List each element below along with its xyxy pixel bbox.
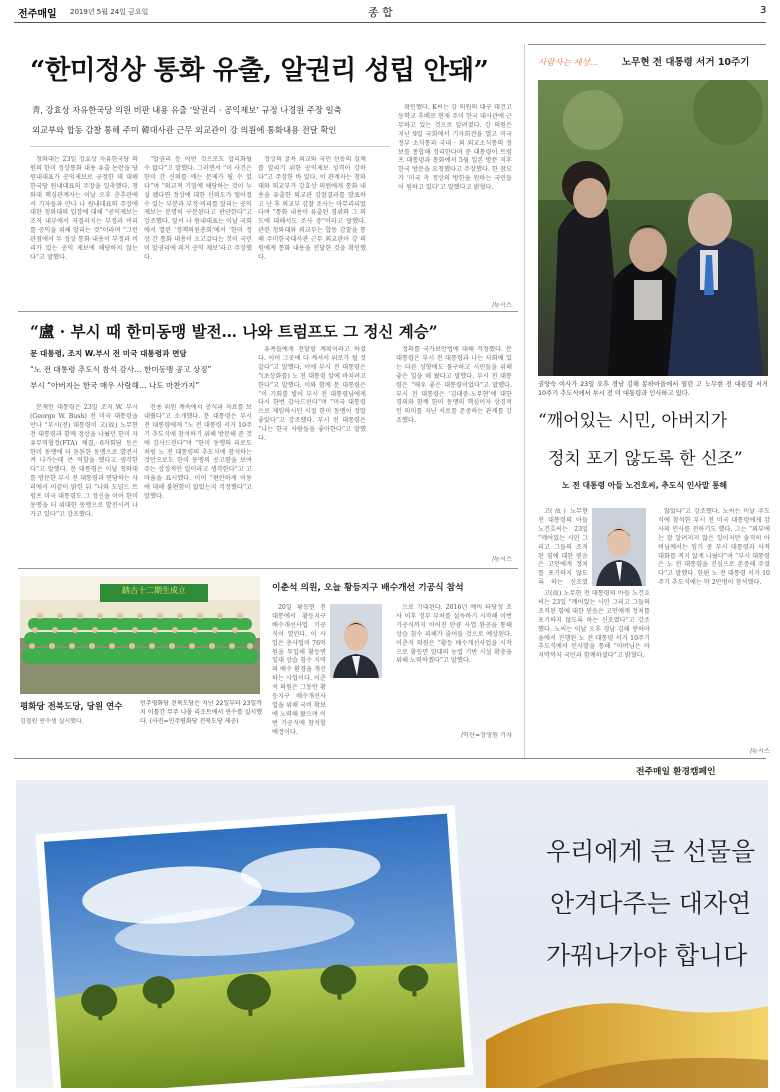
article2-col2: 전용 위원 계속에서 공식과 자료를 보내줬다”고 소개했다. 문 대통령은 부시 전 대통령에게 “노 전 대통령 서거 10주기 추도식에 참석하기 위해 방문해 준 것에 감사드린다”며 “한미 동맹의 피로도처럼 노 전 대통령의 추도식에 참석하는 것만으로도 한미 동맹의 공고함을 보여주는 상징적인 일이라고 생각한다”고 고마움을 표시했다. 이어 “편안하게 이동에 대해 불편함이 없었는지 걱정했다”고 말했다. [144,404,252,501]
group-photo-caption: 민주평화당 전북도당은 지난 22일부터 23일까지 이틀간 무주 나폴 리조트에서 연수를 실시했다. (사진=민주평화당 전북도당 제공) [140,700,262,725]
article4-headline: 이춘석 의원, 오늘 황등지구 배수개선 기공식 참석 [272,583,464,593]
article2-deck-2: “노 전 대통령 추도식 참석 감사… 한미동맹 공고 상징” [30,365,212,374]
campaign-label: 전주매일 환경캠페인 [636,767,716,777]
article1-col3: 정상의 굴욕 외교와 국민 선동의 실체를 알리기 위한 공익제보 성격이 강하다”고 주장한 바 있다. 이 관계자는 청와대와 외교부가 강효상 의원에게 통화 내용을 유출한 외교관 감찰결과를 발표하고 난 후 외교부 감찰 조사는 마무리되었다며 “통화 내용이 유출된 경위와 그 의도에 대해서도 조사 중”이라고 말했다. 관련 청와대와 외교부는 합동 감찰을 통해 주미한국대사관 근무 외교관이 강 의원에게 통화 내용을 전달한 것을 확인했다. [258,156,366,261]
campaign-ad [16,780,768,1088]
issue-date: 2019년 5월 24일 금요일 [70,8,149,16]
article4-col1: 20일 황등면 천 대통에서 황등지구 배수개선사업 기공식이 열린다. 이 사업은 총사업비 76억원을 투입해 황등면 일대 상습 침수 지역의 배수 환경을 개선하는 사업이다. 이춘석 의원은 그동안 황등지구 배수개선사업을 위해 국비 확보에 노력해 왔으며 이번 기공식에 참석할 예정이다. [272,604,326,736]
campaign-line-3: 가꿔나가야 합니다 [546,941,748,970]
article1-col1: 청와대는 23일 강효상 자유한국당 의원의 한미 정상통화 내용 유출 논란을 당 원내대표가 공익제보로 규정한 데 대해 한국당 원내대표의 주장을 일축했다. 청와대 핵심관계자는 이날 오후 춘추관에서 기자들과 만나 나 원내대표의 주장에 대한 청와대의 입장에 대해 “공익제보는 조직 내부에서 저질러지는 부정과 비리를 공익을 위해 알리는 것”이라며 “그런 관점에서 두 정상 통화 내용이 부정과 비리가 있는 공익 제보에 해당하지 않는다”고 말했다. [30,156,138,261]
portrait-lee-choonseok [330,604,382,678]
article1-col4: 확인했다. K씨는 강 의원의 대구 대건고등학교 후배로 현재 주미 한국 대사관에 근무하고 있는 것으로 알려졌다. 강 의원은 지난 9일 국회에서 기자회견을 열고 미국 정부 소식통과 국내 · 외 외교소식통의 정보를 종합해 정리한다며 문 대통령이 트럼프 대통령과 통화에서 5월 일본 방문 직후 한국 방문을 요청했다고 주장했다. 한 참모가 ‘미국 측 정상의 방한을 원하는 국민들이 원하고 있다’고 말했다고 밝혔다. [398,104,512,192]
article3-col1: 고(故) 노무현 전 대통령의 아들 노건호씨는 23일 “깨어있는 시민 그리고 그들의 조직된 힘에 대한 믿음은 고인에게 정치를 포기하지 않도록 하는 신조였다”고 강조했다. 노씨는 이날 오후 경남 김해 봉하마을에서 진행된 노 전 대통령 서거 10주기 추도식에서 인사말을 통해 “아버님은 마지막까지 국민과 함께하셨다”고 밝혔다. [538,590,650,660]
group-photo-title: 평화당 전북도당, 당원 연수 [20,702,123,712]
article2-deck-3: 부시 “아버지는 한국 매우 사랑해… 나도 마찬가지” [30,381,200,390]
campaign-line-2: 안겨다주는 대자연 [550,889,752,918]
article2-deck-1: 문 대통령, 조지 W.부시 전 미국 대통령과 면담 [30,349,187,358]
photo-title: 노무현 전 대통령 서거 10주기 [622,57,750,68]
campaign-line-1: 우리에게 큰 선물을 [546,837,756,866]
portrait-noh-gunho [592,508,646,586]
article1-deck-2: 외교부와 합동 감찰 통해 주미 韓대사관 근무 외교관이 강 의원에 통화내용 전달 확인 [32,125,337,135]
article2-col1: 문재인 대통령은 23일 조지 W. 부시(George W. Bush) 전 미국 대통령을 만나 “부시(전) 대통령이 고(故) 노무현 전 대통령과 함께 정상을 나눴던 한미 자유무역협정(FTA) 체결, 6자회담 등은 한미 동맹에 더 튼튼한 동맹으로 발전시켜 나가는데 큰 역할을 했다고 생각한다”고 말했다. 문 대통령은 이날 청와대를 방문한 부시 전 대통령과 면담하는 자리에서 이같이 밝힌 뒤 “나와 도널드 트럼프 미국 대통령도 그 정신을 이어 한미 동맹을 더 위대한 동맹으로 발전시켜 나가고 있다”고 강조했다. [30,404,138,518]
page-number: 3 [760,5,767,16]
article3-headline-2: 정치 포기 않도록 한 신조” [548,449,743,469]
article1-headline: “한미정상 통화 유출, 알권리 성립 안돼” [30,55,489,86]
article2-byline: /뉴시스 [491,556,512,563]
article2-col3: 유족들에게 전달할 계획이라고 하셨다. 이어 그곳에 다 계셔서 위로가 될 것 같다”고 말했다. 이에 부시 전 대통령은 “(초상화를) 노 전 대통령 앞에 바치려고 한다”고 말했다. 이와 함께 문 대통령은 “이 기회를 빌어 부시 전 대통령님에게 다시 한번 감사드린다”며 “미국 대통령으로 재임하시던 시절 한미 동맹이 정말 좋았다”고 강조했다. 부시 전 대통령은 “나는 한국 사람들을 좋아한다”고 말했다. [258,346,366,443]
article3-byline: /뉴시스 [749,748,770,755]
article3-col2: 않았다”고 강조했다. 노씨는 이날 추도식에 참석한 부시 전 미국 대통령에게 감사의 인사를 전하기도 했다. 그는 “외부에는 잘 알려지지 않은 일이지만 솔직히 아버님께서는 임기 중 부시 대통령과 사적 대화를 적지 않게 나눴다”며 “부시 대통령은 노 전 대통령을 진심으로 존중해 주셨다”고 말했다. 한편 노 전 대통령 서거 10주기 추도식에는 약 2만명이 참석했다. [658,508,770,587]
article3-deck: 노 전 대통령 아들 노건호씨, 추도식 인사말 통해 [562,481,728,490]
article3-col1-top: 고(故) 노무현 전 대통령의 아들 노건호씨는 23일 “깨어있는 시민 그리고 그들의 조직된 힘에 대한 믿음은 고인에게 정치를 포기하지 않도록 하는 신조였 [538,508,588,587]
photo-kicker: 사람사는 세상… [538,58,599,68]
party-group-photo [20,576,260,694]
article4-col2: 으로 기대된다. 2016년 예비 타당성 조사 이후 정부 부처를 설득하기 시작해 이번 기공식까지 이어진 만큼 사업 완공을 통해 상습 침수 피해가 줄어들 것으로 예상된다. 이춘석 의원은 “황등 배수개선사업을 시작으로 황등면 일대의 농업 기반 시설 확충을 위해 노력하겠다”고 말했다. [396,604,512,665]
article4-byline: /익산=장영원 기자 [460,732,512,739]
article2-col4: 정의를 국가보안법에 대해 걱정했다. 문 대통령은 부시 전 대통령과 나는 사회에 있는 다른 성향에도 불구하고 시민들을 위해 좋은 일을 해 왔다고 말했다. 부시 전 대통령은 “매우 좋은 대통령이었다”고 말했다. 부시 전 대통령은 ‘김대중-노무현’에 대한 경의와 함께 한미 동맹의 핵심이자 상징적인 의미를 지닌 서로를 존중하는 관계를 강조했다. [396,346,512,425]
photo-caption: 권양숙 여사가 23일 오후 경남 김해 봉하마을에서 열린 고 노무현 전 대통령 서거 10주기 추도식에서 부시 전 미 대통령과 인사하고 있다. [538,381,768,397]
article1-byline: /뉴시스 [491,302,512,309]
group-photo-credit: 김철원 연수생 실시했다. [20,718,84,725]
header-rule [14,22,766,23]
section-title: 종 합 [368,6,393,19]
group-photo-banner: 踏古十二期生成立 [122,586,186,595]
paper-name: 전주매일 [18,9,57,20]
article2-headline: “盧 · 부시 때 한미동맹 발전… 나와 트럼프도 그 정신 계승” [30,322,438,341]
article1-col2: “알권리 등 어떤 것으로도 합리화될 수 없다”고 말했다. 그러면서 “이 사건은 한미 간 신뢰를 깨는 문제가 될 수 있다”며 “외교적 기밀에 해당하는 것이 누설 됐다면 정상에 대한 신뢰도가 떨어질 수 있는 부분과 부정·비리를 알리는 공익제보는 분명히 구분된다고 판단한다”고 강조했다. 앞서 나 원내대표는 이날 국회에서 열린 ‘정책의원총회’에서 ‘한미 정상 간 통화 내용이 오고갔다는 것이 국민이 알권리에 의거 공익 제보’라고 주장했다. [144,156,252,261]
article1-deck-1: 靑, 강효상 자유한국당 의원 비판 내용 유출 ‘알권리 · 공익제보’ 규정 나경원 주장 일축 [32,105,342,115]
memorial-photo [538,80,768,376]
article3-headline-1: “깨어있는 시민, 아버지가 [538,411,728,431]
